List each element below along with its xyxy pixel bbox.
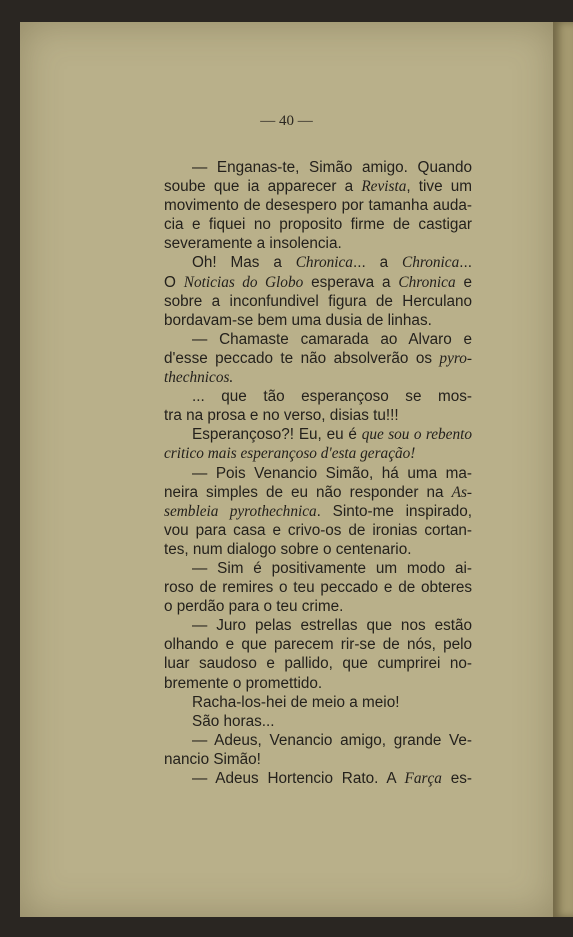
text-segment: bremente o promettido. — [164, 674, 323, 692]
text-line — [164, 234, 472, 253]
text-line — [164, 253, 472, 272]
text-segment: es- — [441, 770, 473, 787]
text-segment: tra na prosa e no verso, disias tu!!! — [164, 407, 399, 425]
text-segment: e — [455, 273, 473, 291]
text-segment: esperava a — [303, 273, 399, 291]
page-number: — 40 — — [260, 113, 313, 129]
text-line — [164, 177, 472, 196]
text-line — [164, 368, 472, 387]
italic-text: sembleia pyrothechnica — [164, 502, 317, 520]
text-line — [164, 425, 472, 444]
text-segment: neira simples de eu não responder na — [164, 483, 452, 501]
text-line — [164, 273, 472, 292]
text-line — [164, 597, 472, 616]
text-segment: tes, num dialogo sobre o centenario. — [164, 540, 412, 558]
text-segment: O — [164, 273, 184, 291]
text-line — [164, 483, 472, 502]
text-segment: Esperançoso?! Eu, eu é — [192, 426, 362, 444]
text-line — [164, 693, 472, 712]
italic-text: que sou o rebento — [361, 426, 472, 444]
text-segment: — Sim é positivamente um modo ai- — [192, 559, 472, 577]
text-segment: ... — [459, 254, 472, 272]
page-edge — [553, 22, 573, 917]
text-segment: o perdão para o teu crime. — [164, 598, 344, 616]
text-line — [164, 464, 472, 483]
italic-text: critico mais esperançoso d'esta geração! — [164, 445, 416, 463]
text-line — [164, 292, 472, 311]
italic-text: As- — [451, 483, 472, 501]
text-segment: . Sinto-me inspirado, — [316, 502, 472, 520]
text-segment: — Enganas-te, Simão amigo. Quando — [192, 159, 472, 176]
text-line — [164, 750, 472, 769]
text-line — [164, 387, 472, 406]
text-segment: Racha-los-hei de meio a meio! — [192, 693, 400, 711]
body-text — [164, 158, 472, 788]
text-segment: sobre a inconfundivel figura de Herculano — [164, 292, 472, 310]
italic-text: Farça — [404, 770, 442, 787]
italic-text: Noticias do Globo — [183, 273, 304, 291]
italic-text: Chronica — [295, 254, 353, 272]
text-line — [164, 521, 472, 540]
text-segment: — Adeus, Venancio amigo, grande Ve- — [192, 731, 472, 749]
text-line — [164, 540, 472, 559]
text-line — [164, 349, 472, 368]
text-line — [164, 578, 472, 597]
italic-text: Revista — [361, 178, 407, 196]
text-line — [164, 502, 472, 521]
text-line — [164, 712, 472, 731]
text-line — [164, 158, 472, 177]
text-segment: nancio Simão! — [164, 750, 261, 768]
text-segment: bordavam-se bem uma dusia de linhas. — [164, 311, 432, 329]
text-segment: roso de remires o teu peccado e de obteres — [164, 579, 472, 597]
text-segment: vou para casa e crivo-os de ironias cortan- — [164, 521, 472, 539]
text-segment: Oh! Mas a — [192, 254, 296, 272]
italic-text: Chronica — [402, 254, 460, 272]
text-line — [164, 406, 472, 425]
text-segment: d'esse peccado te não absolverão os — [164, 349, 440, 367]
text-line — [164, 196, 472, 215]
text-segment: olhando e que parecem rir-se de nós, pelo — [164, 636, 472, 654]
text-segment: — Pois Venancio Simão, há uma ma- — [192, 464, 472, 482]
text-segment: ... a — [352, 254, 403, 272]
text-segment: cia e fiquei no proposito firme de castigar — [164, 216, 472, 234]
text-line — [164, 215, 472, 234]
text-line — [164, 769, 472, 788]
text-segment: ... que tão esperançoso se mos- — [192, 388, 472, 406]
text-segment: São horas... — [192, 712, 275, 730]
text-segment: — Adeus Hortencio Rato. A — [192, 770, 405, 787]
text-segment: — Chamaste camarada ao Alvaro e — [192, 330, 472, 348]
text-line — [164, 559, 472, 578]
text-line — [164, 616, 472, 635]
text-line — [164, 635, 472, 654]
text-segment: — Juro pelas estrellas que nos estão — [192, 617, 472, 635]
italic-text: Chronica — [398, 273, 456, 291]
text-line — [164, 444, 472, 463]
text-segment: soube que ia apparecer a — [164, 178, 362, 196]
text-line — [164, 674, 472, 693]
text-segment: severamente a insolencia. — [164, 235, 342, 253]
text-line — [164, 731, 472, 750]
text-line — [164, 330, 472, 349]
text-segment: , tive um — [406, 178, 472, 196]
italic-text: pyro- — [439, 349, 472, 367]
text-segment: movimento de desespero por tamanha auda- — [164, 197, 472, 215]
text-line — [164, 654, 472, 673]
text-segment: luar saudoso e pallido, que cumprirei no- — [164, 655, 472, 673]
italic-text: thechnicos. — [164, 369, 234, 387]
text-line — [164, 311, 472, 330]
